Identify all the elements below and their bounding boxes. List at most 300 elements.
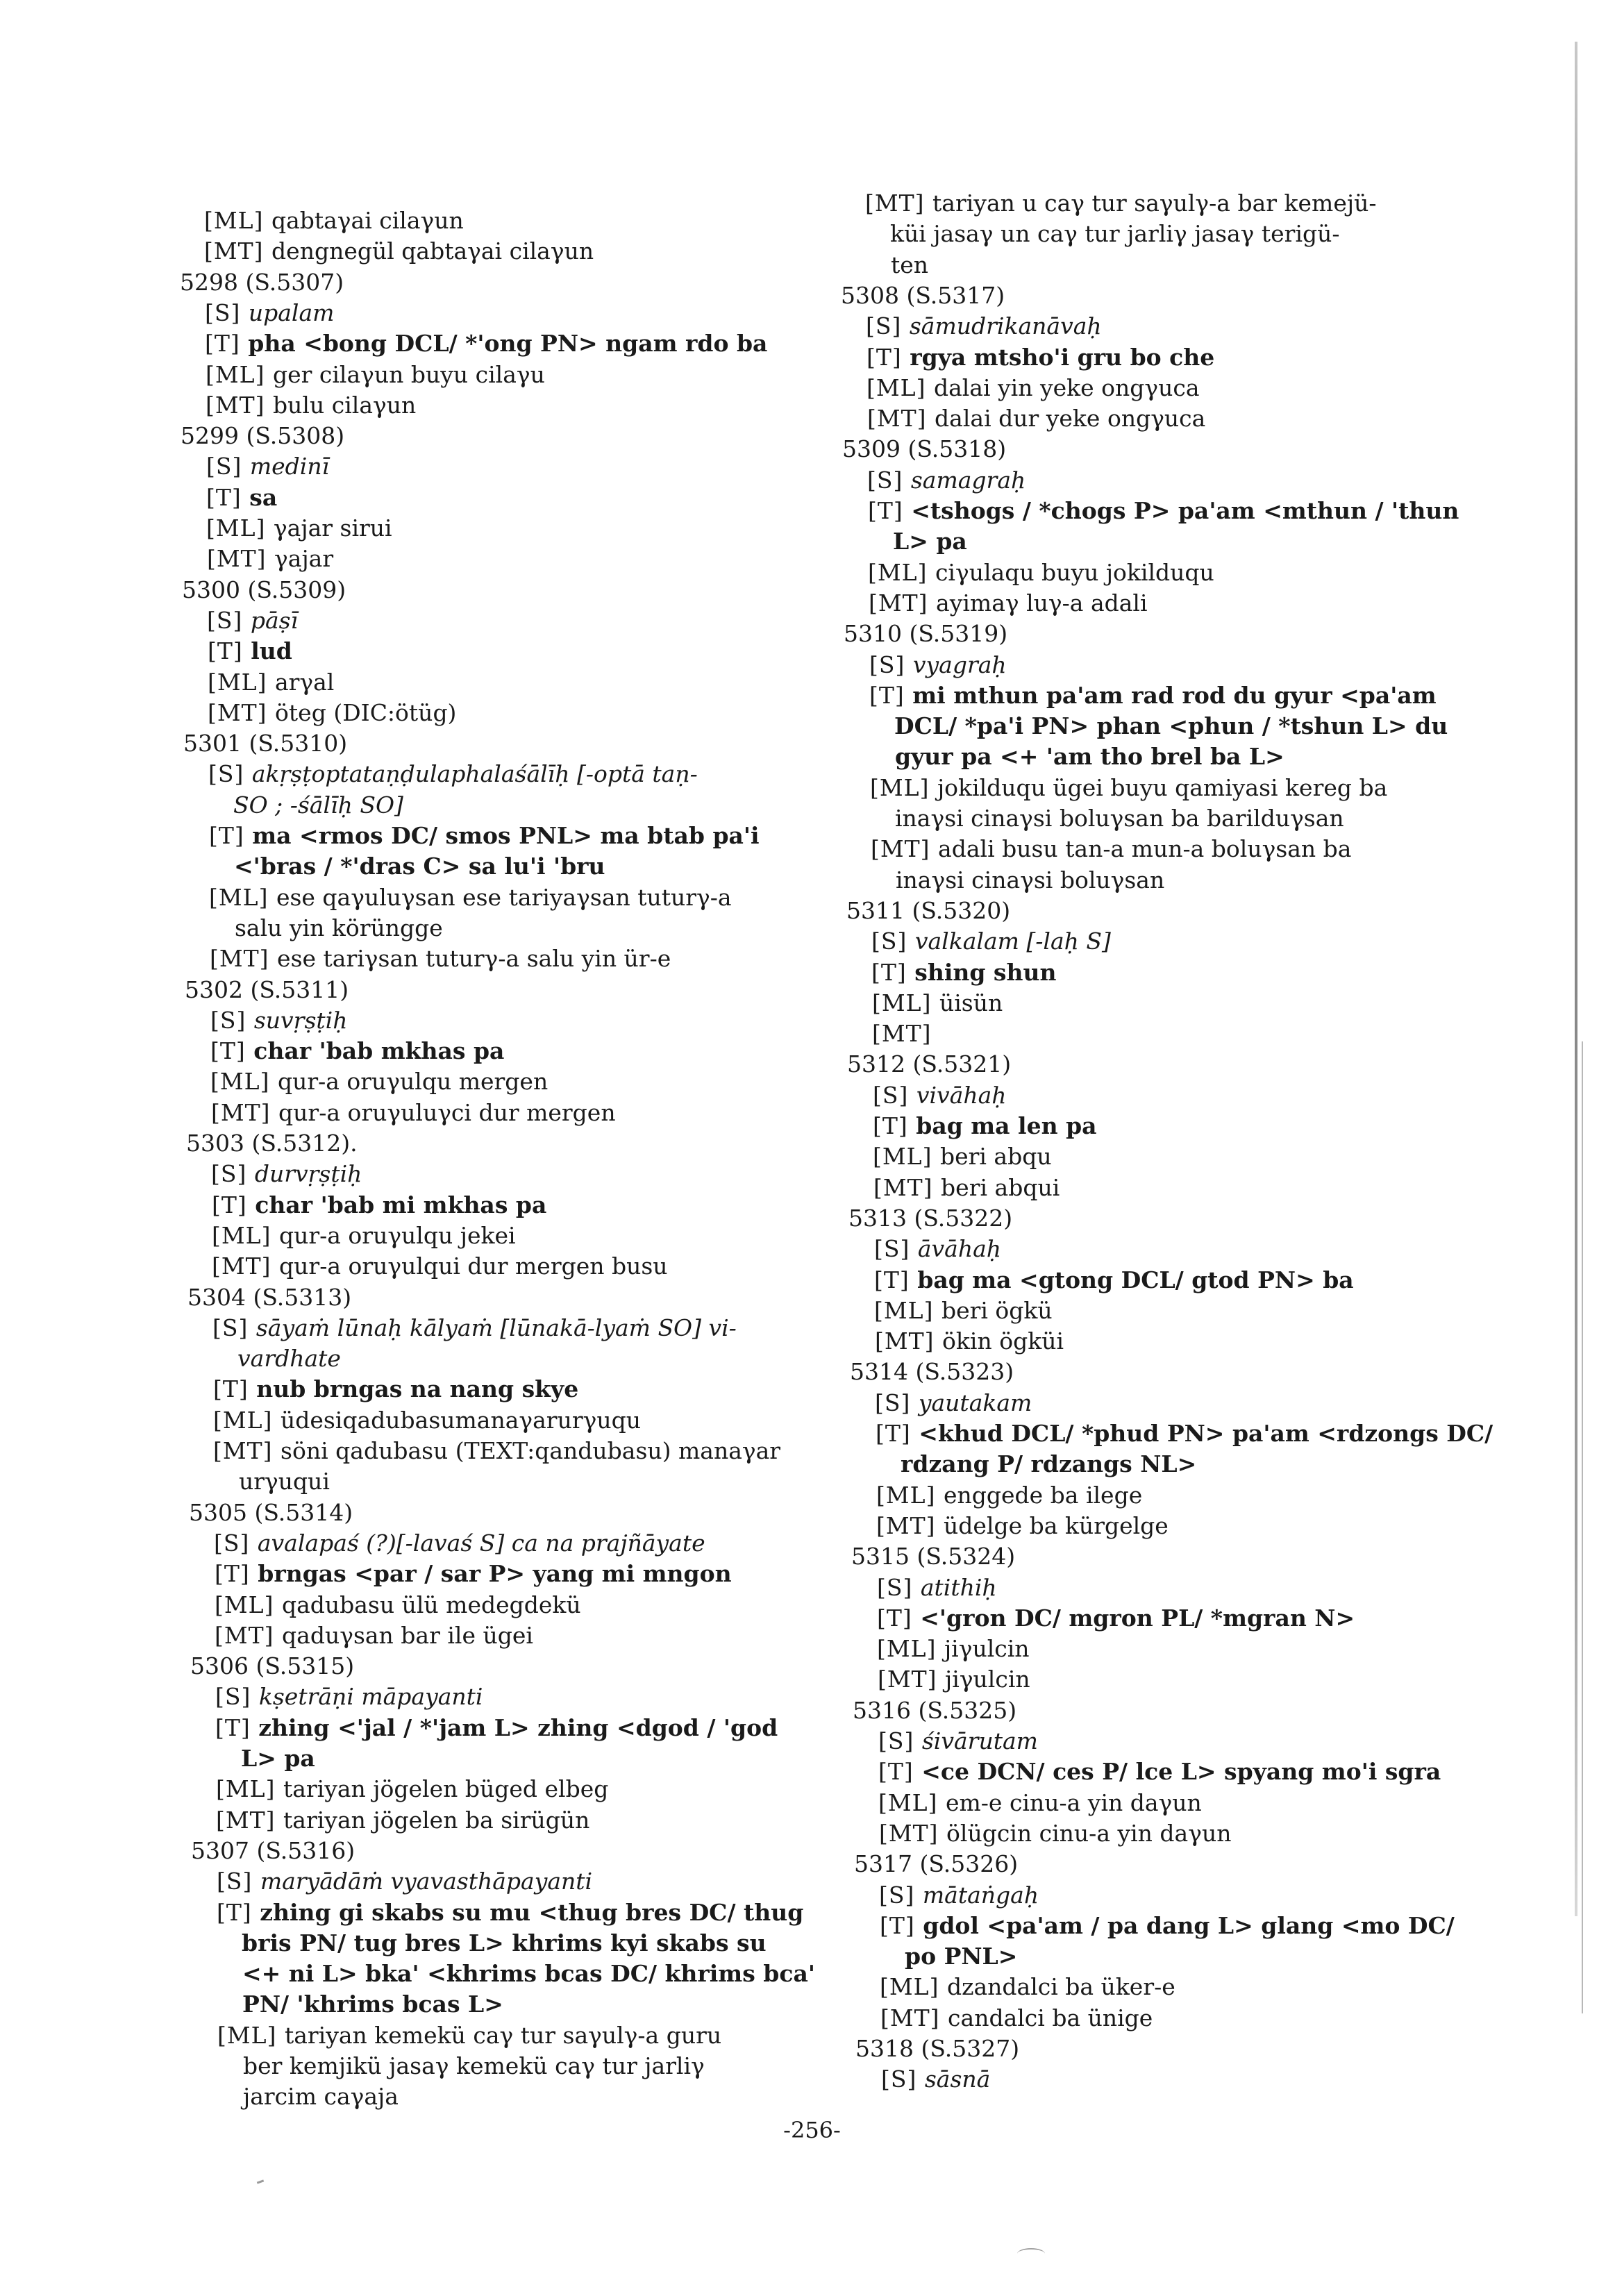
- field-label: [MT]: [871, 835, 939, 863]
- text-line: [877, 1574, 997, 1602]
- continuation-line: [895, 743, 1284, 771]
- field-value: <tshogs / *chogs P> pa'am <mthun / 'thun: [911, 497, 1459, 524]
- field-value: durvṛṣṭiḥ: [254, 1160, 362, 1188]
- field-value: āvāhaḥ: [917, 1235, 1002, 1263]
- text-line: [209, 884, 732, 912]
- text-line: [204, 237, 594, 265]
- field-value: bag ma <gtong DCL/ gtod PN> ba: [917, 1266, 1354, 1293]
- field-label: [T]: [873, 1112, 916, 1139]
- field-value: sāmudrikanāvaḥ: [909, 312, 1102, 340]
- text-line: [208, 699, 456, 727]
- field-value: zhing gi skabs su mu <thug bres DC/ thug: [260, 1898, 804, 1926]
- field-label: [S]: [205, 299, 249, 326]
- field-label: [T]: [217, 1898, 260, 1926]
- page-edge-shadow-inner: [1582, 1041, 1583, 2013]
- page-number: -256-: [783, 2117, 841, 2143]
- text-line: [210, 1007, 347, 1034]
- text-line: [869, 589, 1148, 617]
- text-line: [873, 1082, 1007, 1109]
- field-label: [S]: [211, 1160, 255, 1188]
- text-line: [212, 1222, 516, 1250]
- entry-number: [185, 976, 349, 1004]
- field-label: [MT]: [867, 405, 935, 433]
- continuation-line: [243, 2052, 705, 2080]
- field-label: [MT]: [206, 391, 274, 419]
- text-line: [872, 1020, 932, 1048]
- entry-number: [180, 269, 344, 296]
- text-line: [870, 774, 1387, 802]
- field-value: 5315 (S.5324): [851, 1543, 1016, 1570]
- continuation-line: [901, 1450, 1196, 1478]
- text-line: [207, 607, 298, 635]
- field-label: [ML]: [210, 1068, 278, 1096]
- entry-number: [855, 2035, 1019, 2063]
- field-value: gyur pa <+ 'am tho brel ba L>: [895, 743, 1284, 771]
- continuation-line: [896, 866, 1164, 894]
- field-label: [ML]: [206, 360, 273, 388]
- field-value: ber kemjikü jasaγ kemekü caγ tur jarliγ: [243, 2052, 705, 2079]
- field-value: char 'bab mkhas pa: [253, 1037, 505, 1065]
- scan-speck: [257, 2179, 264, 2184]
- text-line: [216, 1807, 589, 1834]
- field-label: [T]: [212, 1191, 256, 1218]
- text-line: [211, 1160, 362, 1188]
- field-value: beri abqui: [941, 1173, 1060, 1201]
- field-value: inaγsi cinaγsi boluγsan: [896, 866, 1165, 894]
- field-label: [T]: [877, 1604, 921, 1632]
- field-value: 5311 (S.5320): [846, 896, 1011, 924]
- text-line: [206, 453, 329, 480]
- field-value: ger cilaγun buyu cilaγu: [272, 360, 545, 388]
- entry-number: [183, 730, 347, 757]
- field-label: [S]: [871, 928, 915, 955]
- text-line: [876, 1420, 1493, 1448]
- text-line: [878, 1758, 1441, 1786]
- field-label: [ML]: [213, 1406, 281, 1434]
- field-value: 5302 (S.5311): [185, 975, 349, 1003]
- field-value: bulu cilaγun: [273, 391, 417, 419]
- entry-number: [846, 897, 1010, 925]
- continuation-line: [235, 914, 443, 942]
- text-line: [874, 1266, 1354, 1294]
- field-value: 5304 (S.5313): [187, 1283, 352, 1311]
- text-line: [873, 1174, 1060, 1202]
- text-line: [875, 1389, 1032, 1417]
- field-value: qur-a oruγuluγci dur mergen: [278, 1098, 616, 1126]
- text-line: [876, 1512, 1169, 1540]
- field-label: [S]: [208, 760, 252, 788]
- field-label: [T]: [880, 1911, 923, 1939]
- field-value: dalai dur yeke ongγuca: [935, 405, 1206, 433]
- field-value: urγuqui: [239, 1468, 330, 1495]
- text-line: [878, 1666, 1030, 1693]
- field-value: öteg (DIC:ötüg): [275, 698, 457, 726]
- text-line: [213, 1437, 780, 1465]
- field-label: [T]: [878, 1758, 922, 1786]
- entry-number: [853, 1697, 1016, 1725]
- field-value: salu yin körüngge: [235, 914, 443, 941]
- field-value: bris PN/ tug bres L> khrims kyi skabs su: [242, 1929, 767, 1956]
- field-value: 5298 (S.5307): [180, 268, 344, 296]
- entry-number: [844, 620, 1007, 648]
- text-line: [206, 392, 416, 419]
- continuation-line: [890, 220, 1340, 248]
- field-value: vivāhaḥ: [916, 1081, 1007, 1109]
- field-label: [MT]: [210, 945, 278, 973]
- text-line: [212, 1252, 668, 1280]
- entry-number: [851, 1543, 1015, 1570]
- text-line: [210, 945, 671, 973]
- field-label: [ML]: [209, 883, 276, 911]
- field-value: söni qadubasu (TEXT:qandubasu) manaγar: [281, 1437, 781, 1464]
- field-value: dzandalci ba üker-e: [946, 1973, 1175, 2001]
- field-label: [S]: [210, 1006, 254, 1034]
- text-line: [881, 2065, 990, 2093]
- field-value: <ce DCN/ ces P/ lce L> spyang mo'i sgra: [921, 1758, 1441, 1786]
- text-line: [879, 1882, 1039, 1909]
- field-value: üdesiqadubasumanaγarurγuqu: [280, 1406, 641, 1434]
- text-line: [204, 207, 464, 235]
- scan-mark: [1017, 2248, 1045, 2259]
- text-line: [205, 299, 334, 327]
- field-label: [S]: [873, 1081, 916, 1109]
- field-value: ökin ögküi: [942, 1327, 1064, 1355]
- field-value: mi mthun pa'am rad rod du gyur <pa'am: [912, 681, 1437, 709]
- field-value: ten: [891, 251, 929, 278]
- entry-number: [850, 1358, 1014, 1386]
- field-value: po PNL>: [905, 1943, 1018, 1970]
- text-line: [871, 959, 1056, 987]
- text-line: [872, 989, 1003, 1017]
- field-label: [MT]: [207, 545, 275, 573]
- field-value: <+ ni L> bka' <khrims bcas DC/ khrims bca': [242, 1960, 815, 1988]
- field-value: maryādāṁ vyavasthāpayanti: [260, 1868, 593, 1895]
- field-label: [MT]: [215, 1621, 283, 1649]
- field-value: suvṛṣṭiḥ: [253, 1006, 348, 1034]
- field-label: [ML]: [872, 989, 939, 1016]
- field-value: <'gron DC/ mgron PL/ *mgran N>: [920, 1604, 1355, 1632]
- field-value: pāṣī: [250, 606, 299, 634]
- field-label: [ML]: [868, 558, 935, 586]
- field-value: 5316 (S.5325): [853, 1696, 1017, 1724]
- field-value: lud: [251, 637, 292, 665]
- field-value: tariyan jögelen ba sirügün: [283, 1806, 590, 1834]
- field-value: sa: [249, 483, 278, 511]
- field-label: [S]: [206, 453, 250, 480]
- field-value: 5303 (S.5312).: [186, 1130, 358, 1157]
- field-value: mātaṅgaḥ: [922, 1881, 1039, 1909]
- field-value: qaduγsan bar ile ügei: [282, 1621, 533, 1649]
- field-label: [MT]: [879, 1819, 947, 1847]
- field-value: 5305 (S.5314): [189, 1498, 353, 1526]
- entry-number: [187, 1284, 351, 1312]
- field-value: valkalam [-laḥ S]: [914, 928, 1111, 955]
- field-label: [T]: [876, 1420, 919, 1447]
- page-edge-shadow: [1575, 42, 1577, 1916]
- field-value: shing shun: [914, 958, 1057, 986]
- continuation-line: [242, 1929, 767, 1957]
- field-label: [ML]: [873, 1143, 940, 1171]
- field-value: üdelge ba kürgelge: [944, 1511, 1169, 1539]
- field-label: [ML]: [878, 1788, 946, 1816]
- field-value: beri abqu: [939, 1143, 1052, 1171]
- field-value: 5309 (S.5318): [842, 435, 1007, 463]
- field-value: L> pa: [893, 528, 967, 555]
- field-label: [ML]: [204, 207, 271, 234]
- text-line: [873, 1143, 1052, 1171]
- continuation-line: [894, 712, 1448, 740]
- continuation-line: [237, 1345, 341, 1373]
- field-label: [S]: [207, 606, 251, 634]
- field-value: tariyan jögelen büged elbeg: [283, 1775, 609, 1803]
- field-value: ölügcin cinu-a yin daγun: [946, 1819, 1232, 1847]
- text-line: [879, 1820, 1231, 1847]
- text-line: [205, 330, 767, 358]
- text-line: [212, 1314, 737, 1342]
- field-value: 5299 (S.5308): [181, 422, 345, 450]
- field-label: [T]: [215, 1713, 259, 1741]
- field-label: [MT]: [876, 1511, 944, 1539]
- field-value: γajar: [274, 545, 334, 573]
- text-line: [867, 374, 1200, 402]
- field-label: [ML]: [870, 773, 937, 801]
- text-line: [876, 1482, 1142, 1509]
- field-label: [S]: [874, 1235, 918, 1263]
- field-value: sāyaṁ lūnaḥ kālyaṁ [lūnakā-lyaṁ SO] vi-: [256, 1314, 737, 1341]
- field-value: samagraḥ: [910, 466, 1026, 494]
- field-value: 5310 (S.5319): [844, 620, 1008, 648]
- field-label: [T]: [209, 822, 253, 849]
- text-line: [875, 1327, 1064, 1355]
- continuation-line: [905, 1943, 1017, 1970]
- field-value: rdzang P/ rdzangs NL>: [901, 1450, 1197, 1478]
- field-label: [MT]: [878, 1666, 946, 1693]
- field-label: [T]: [869, 681, 913, 709]
- field-label: [MT]: [212, 1252, 280, 1280]
- field-value: medinī: [249, 453, 330, 480]
- field-value: üisün: [939, 989, 1003, 1016]
- text-line: [206, 514, 392, 542]
- field-value: tariyan u caγ tur saγulγ-a bar kemejü-: [932, 190, 1377, 217]
- field-value: jokilduqu ügei buyu qamiyasi kereg ba: [937, 773, 1388, 801]
- text-line: [877, 1604, 1355, 1632]
- field-value: tariyan kemekü caγ tur saγulγ-a guru: [284, 2021, 722, 2049]
- field-value: em-e cinu-a yin daγun: [945, 1788, 1202, 1816]
- text-line: [869, 651, 1007, 679]
- field-value: bag ma len pa: [916, 1112, 1097, 1139]
- text-line: [878, 1789, 1202, 1817]
- field-label: [S]: [877, 1573, 921, 1601]
- field-value: 5306 (S.5315): [190, 1652, 355, 1680]
- field-value: gdol <pa'am / pa dang L> glang <mo DC/: [923, 1911, 1455, 1939]
- field-label: [S]: [879, 1881, 923, 1909]
- text-line: [871, 928, 1111, 955]
- field-label: [T]: [867, 343, 910, 371]
- entry-number: [191, 1837, 355, 1865]
- entry-number: [181, 422, 344, 450]
- field-value: qabtaγai cilaγun: [271, 207, 464, 234]
- field-value: 5307 (S.5316): [191, 1836, 355, 1864]
- entry-number: [189, 1499, 353, 1527]
- field-value: dalai yin yeke ongγuca: [933, 374, 1200, 401]
- text-line: [215, 1683, 483, 1711]
- text-line: [869, 682, 1437, 710]
- continuation-line: [242, 1960, 815, 1988]
- field-label: [ML]: [206, 514, 274, 542]
- field-value: 5300 (S.5309): [182, 576, 346, 603]
- field-label: [T]: [206, 483, 250, 511]
- field-value: vyagraḥ: [912, 651, 1007, 678]
- text-line: [868, 559, 1214, 587]
- text-line: [208, 669, 334, 696]
- entry-number: [841, 282, 1005, 310]
- field-value: 5313 (S.5322): [848, 1204, 1013, 1232]
- field-label: [ML]: [217, 2021, 285, 2049]
- continuation-line: [241, 1745, 315, 1773]
- text-line: [212, 1191, 546, 1219]
- field-label: [MT]: [873, 1173, 941, 1201]
- field-label: [ML]: [216, 1775, 283, 1803]
- field-value: kṣetrāṇi māpayanti: [258, 1683, 483, 1711]
- field-value: ma <rmos DC/ smos PNL> ma btab pa'i: [252, 822, 760, 849]
- field-value: 5317 (S.5326): [854, 1850, 1019, 1878]
- field-label: [MT]: [211, 1098, 279, 1126]
- entry-number: [854, 1850, 1018, 1878]
- text-line: [209, 822, 760, 850]
- field-value: atithiḥ: [920, 1573, 997, 1601]
- field-label: [ML]: [877, 1635, 944, 1663]
- field-value: SO ; -śālīḥ SO]: [233, 791, 403, 819]
- continuation-line: [239, 1468, 330, 1495]
- field-value: 5314 (S.5323): [850, 1358, 1014, 1386]
- field-value: jarcim caγaja: [243, 2083, 399, 2111]
- field-label: [T]: [871, 958, 915, 986]
- field-value: adali busu tan-a mun-a boluγsan ba: [938, 835, 1352, 863]
- continuation-line: [234, 853, 605, 880]
- text-line: [865, 190, 1377, 217]
- field-label: [MT]: [204, 237, 272, 265]
- field-value: ese qaγuluγsan ese tariyaγsan tuturγ-a: [276, 883, 732, 911]
- text-line: [877, 1635, 1030, 1663]
- field-label: [MT]: [875, 1327, 943, 1355]
- text-line: [868, 497, 1459, 525]
- text-line: [213, 1375, 578, 1403]
- field-value: candalci ba ünige: [948, 2004, 1153, 2031]
- field-value: qur-a oruγulqu mergen: [277, 1068, 549, 1096]
- field-label: [T]: [213, 1375, 257, 1403]
- field-value: jiγulcin: [944, 1635, 1030, 1663]
- field-value: pha <bong DCL/ *'ong PN> ngam rdo ba: [248, 330, 768, 358]
- field-label: [T]: [208, 637, 251, 665]
- text-line: [874, 1297, 1053, 1325]
- continuation-line: [242, 1991, 503, 2018]
- field-value: küi jasaγ un caγ tur jarliγ jasaγ terigü-: [890, 220, 1340, 248]
- field-label: [ML]: [867, 374, 934, 401]
- field-value: 5301 (S.5310): [183, 730, 348, 757]
- field-label: [ML]: [874, 1296, 941, 1324]
- field-value: rgya mtsho'i gru bo che: [910, 343, 1215, 371]
- field-label: [T]: [868, 497, 912, 524]
- entry-number: [186, 1130, 358, 1157]
- field-value: ayimaγ luγ-a adali: [936, 589, 1148, 617]
- text-line: [215, 1560, 732, 1588]
- field-value: beri ögkü: [941, 1296, 1053, 1324]
- field-label: [MT]: [880, 2004, 948, 2031]
- continuation-line: [233, 791, 403, 819]
- field-value: 5308 (S.5317): [841, 281, 1005, 309]
- field-label: [MT]: [865, 190, 933, 217]
- field-label: [S]: [217, 1868, 260, 1895]
- text-line: [206, 484, 277, 512]
- field-label: [T]: [210, 1037, 254, 1065]
- field-label: [T]: [205, 330, 249, 358]
- field-value: akṛṣṭoptataṇḍulaphalaśālīḥ [-optā taṇ-: [251, 760, 698, 788]
- field-value: γajar sirui: [273, 514, 392, 542]
- field-label: [S]: [869, 651, 913, 678]
- text-line: [878, 1727, 1038, 1755]
- field-label: [MT]: [213, 1437, 281, 1464]
- field-label: [MT]: [872, 1020, 932, 1048]
- entry-number: [847, 1050, 1011, 1078]
- entry-number: [842, 435, 1006, 463]
- field-value: śivārutam: [921, 1727, 1038, 1754]
- field-value: 5318 (S.5327): [855, 2035, 1020, 2062]
- continuation-line: [891, 251, 928, 279]
- field-label: [ML]: [212, 1221, 279, 1249]
- field-value: qadubasu ülü medegdekü: [281, 1591, 581, 1618]
- field-value: nub brngas na nang skye: [256, 1375, 579, 1403]
- field-label: [S]: [215, 1683, 259, 1711]
- text-line: [217, 1868, 592, 1895]
- field-value: qur-a oruγulqui dur mergen busu: [279, 1252, 668, 1280]
- text-line: [213, 1407, 641, 1434]
- field-label: [S]: [866, 312, 910, 340]
- field-label: [S]: [214, 1529, 258, 1557]
- text-line: [215, 1591, 581, 1619]
- field-label: [ML]: [215, 1591, 282, 1618]
- text-line: [871, 835, 1351, 863]
- field-label: [S]: [867, 466, 911, 494]
- text-line: [216, 1775, 608, 1803]
- field-value: inaγsi cinaγsi boluγsan ba barilduγsan: [895, 805, 1344, 832]
- field-label: [MT]: [216, 1806, 284, 1834]
- field-label: [T]: [215, 1560, 258, 1588]
- field-label: [S]: [212, 1314, 256, 1341]
- field-value: upalam: [248, 299, 335, 326]
- field-value: ese tariγsan tuturγ-a salu yin ür-e: [277, 945, 671, 973]
- entry-number: [182, 576, 346, 604]
- field-value: enggede ba ilege: [943, 1481, 1143, 1509]
- continuation-line: [895, 805, 1344, 832]
- text-line: [867, 405, 1205, 433]
- text-line: [874, 1235, 1001, 1263]
- field-value: yautakam: [918, 1389, 1032, 1416]
- text-line: [217, 2022, 721, 2050]
- field-value: sāsnā: [924, 2065, 991, 2093]
- text-line: [208, 637, 292, 665]
- text-line: [215, 1714, 778, 1742]
- field-label: [S]: [878, 1727, 922, 1754]
- text-line: [880, 1912, 1455, 1940]
- field-value: brngas <par / sar P> yang mi mngon: [258, 1560, 732, 1588]
- field-label: [MT]: [869, 589, 937, 617]
- text-line: [206, 361, 545, 389]
- field-value: zhing <'jal / *'jam L> zhing <dgod / 'god: [258, 1713, 778, 1741]
- field-value: <khud DCL/ *phud PN> pa'am <rdzongs DC/: [919, 1420, 1493, 1447]
- field-value: jiγulcin: [945, 1666, 1030, 1693]
- text-line: [214, 1530, 705, 1557]
- field-value: avalapaś (?)[-lavaś S] ca na prajñāyate: [257, 1529, 705, 1557]
